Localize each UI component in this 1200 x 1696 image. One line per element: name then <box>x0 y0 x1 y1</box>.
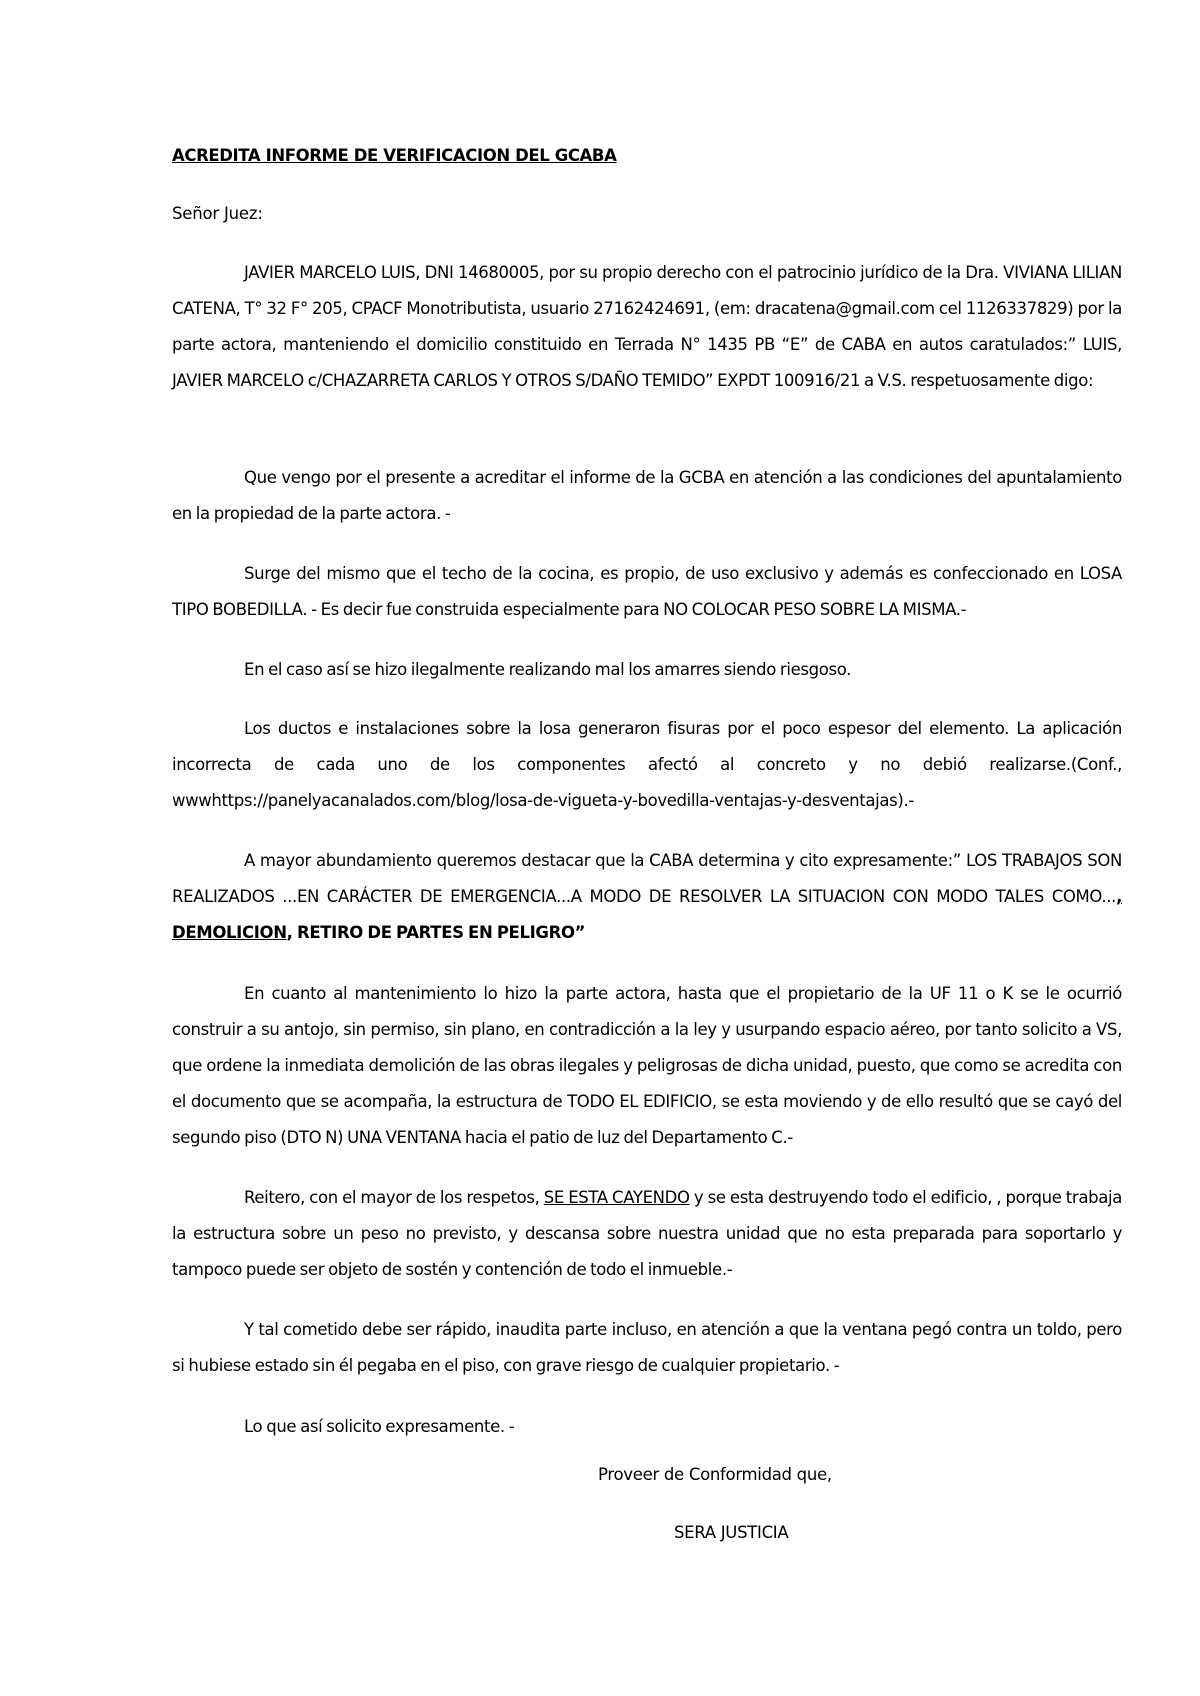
abundamiento-text: A mayor abundamiento queremos destacar que la CABA determina y cito expresamente:” LOS TRABAJOS SON REALIZADOS ...EN CARÁCTER DE EMERGENCIA...A MODO DE RESOLVER LA SITUACION CON MODO TALES COMO... <box>172 851 1122 906</box>
demolicion-emphasis: , DEMOLICION <box>172 887 1122 942</box>
paragraph-caso: En el caso así se hizo ilegalmente realizando mal los amarres siendo riesgoso. <box>244 660 852 679</box>
paragraph-acreditar: Que vengo por el presente a acreditar el informe de la GCBA en atención a las condiciones del apuntalamiento en la propiedad de la parte actora. - <box>172 468 1122 523</box>
paragraph-mantenimiento: En cuanto al mantenimiento lo hizo la parte actora, hasta que el propietario de la UF 11 o K se le ocurrió construir a su antojo, sin permiso, sin plano, en contradicción a la ley y usurpando espacio aéreo, por tanto solicito a VS, que ordene la inmediata demolición de las obras ilegales y peligrosas de dicha unidad, puesto, que como se acredita con el documento que se acompaña, la estructura de TODO EL EDIFICIO, se esta moviendo y de ello resultó que se cayó del segundo piso (DTO N) UNA VENTANA hacia el patio de luz del Departamento C.- <box>172 984 1122 1147</box>
retiro-emphasis: , RETIRO DE PARTES EN PELIGRO” <box>286 923 586 942</box>
closing-proveer: Proveer de Conformidad que, <box>598 1465 832 1484</box>
paragraph-intro: JAVIER MARCELO LUIS, DNI 14680005, por su propio derecho con el patrocinio jurídico de la Dra. VIVIANA LILIAN CATENA, T° 32 F° 205, CPACF Monotributista, usuario 27162424691, (em: dracatena@gmail.com cel 1126337829) por la parte actora, manteniendo el domicilio constituido en Terrada N° 1435 PB “E” de CABA en autos caratulados:” LUIS, JAVIER MARCELO c/CHAZARRETA CARLOS Y OTROS S/DAÑO TEMIDO” EXPDT 100916/21 a V.S. respetuosamente digo: <box>172 263 1122 390</box>
closing-sera-justicia: SERA JUSTICIA <box>674 1523 789 1542</box>
paragraph-surge: Surge del mismo que el techo de la cocina, es propio, de uso exclusivo y además es confeccionado en LOSA TIPO BOBEDILLA. - Es decir fue construida especialmente para NO COLOCAR PESO SOBRE LA MISMA.- <box>172 564 1122 619</box>
reitero-text-end: y se esta destruyendo todo el edificio, , porque trabaja la estructura sobre un peso no previsto, y descansa sobre nuestra unidad que no esta preparada para soportarlo y tampoco puede ser objeto de sostén y contención de todo el inmueble.- <box>172 1188 1122 1279</box>
salutation: Señor Juez: <box>172 204 263 223</box>
paragraph-abundamiento <box>172 843 1122 951</box>
paragraph-reitero <box>172 1180 1122 1288</box>
se-esta-cayendo-emphasis: SE ESTA CAYENDO <box>543 1188 690 1207</box>
paragraph-ductos: Los ductos e instalaciones sobre la losa generaron fisuras por el poco espesor del elemento. La aplicación incorrecta de cada uno de los componentes afectó al concreto y no debió realizarse.(Conf., wwwhttps://panelyacanalados.com/blog/losa-de-vigueta-y-bovedilla-ventajas-y-desventajas).- <box>172 719 1122 810</box>
reitero-text-start: Reitero, con el mayor de los respetos, <box>244 1188 544 1207</box>
paragraph-cometido: Y tal cometido debe ser rápido, inaudita parte incluso, en atención a que la ventana pegó contra un toldo, pero si hubiese estado sin él pegaba en el piso, con grave riesgo de cualquier propietario. - <box>172 1320 1122 1375</box>
document-title: ACREDITA INFORME DE VERIFICACION DEL GCABA <box>172 146 617 165</box>
paragraph-solicito: Lo que así solicito expresamente. - <box>244 1417 515 1436</box>
